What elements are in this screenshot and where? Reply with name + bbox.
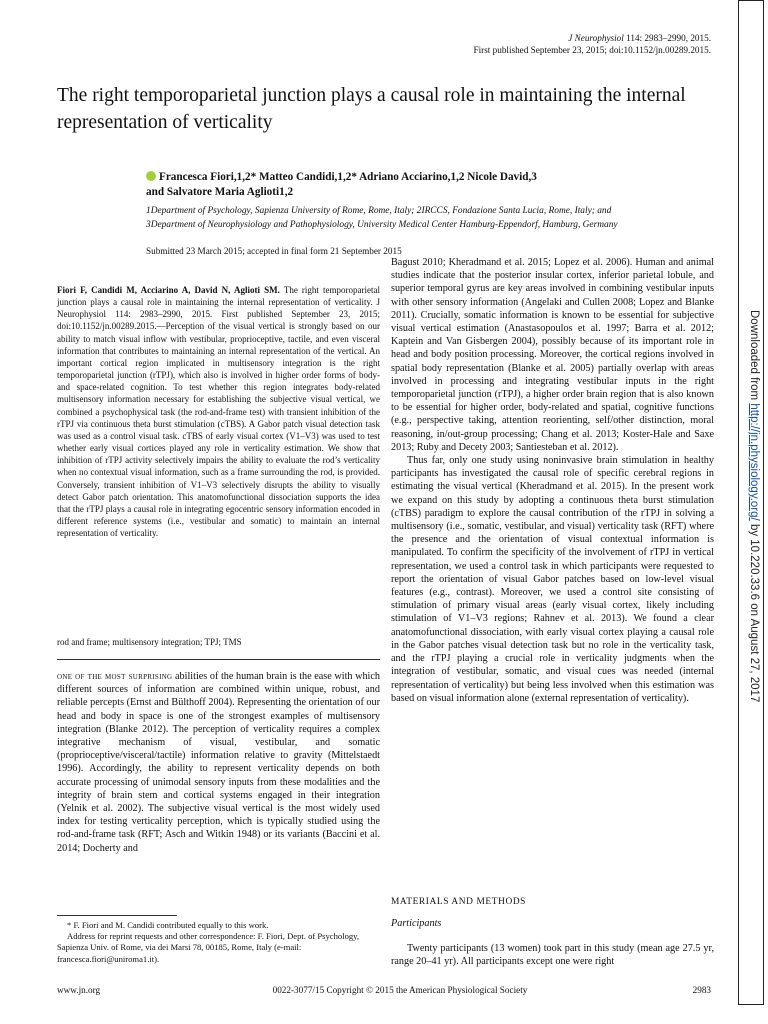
download-prefix: Downloaded from [748, 310, 760, 404]
introduction-text [57, 670, 380, 855]
abstract-text: The right temporoparietal junction plays a causal role in maintaining the internal representation of verticality. J Neurophysiol 114: 2983–2990, 2015. First published September 23, 2015; doi:10.1152/jn.00289.2015.—Perception of the visual vertical is strongly based on our ability to match visual inflow with vestibular, proprioceptive, tactile, and even visceral information that contributes to maintaining an internal representation of the vertical. An important cortical region implicated in multisensory integration is the right temporoparietal junction (rTPJ), which also is involved in higher order forms of body- and space-related cognition. To test whether this region integrates body-related multisensory information necessary for establishing the subjective visual vertical, we combined a psychophysical task (the rod-and-frame test) with transient inhibition of the rTPJ via continuous theta burst stimulation (cTBS). A Gabor patch visual detection task was used as a control visual task. cTBS of early visual cortex (V1–V3) was used to test whether early visual cortices played any role in verticality estimation. We show that inhibition of rTPJ activity selectively impairs the ability to evaluate the rod’s verticality when no contextual visual information, such as a frame surrounding the rod, is provided. Conversely, transient inhibition of V1–V3 selectively disrupts the ability to visually detect Gabor patch orientation. This anatomofunctional dissociation supports the idea that the rTPJ plays a causal role in integrating egocentric sensory information encoded in different reference systems (i.e., vestibular and somatic) to maintain an internal representation of verticality. [57, 285, 380, 539]
paragraph: Thus far, only one study using noninvasive brain stimulation in healthy participants has investigated the causal role of specific cerebral regions in estimating the visual vertical (Kheradmand et al. 2015). In the present work we expand on this study by adopting a continuous theta burst stimulation (cTBS) paradigm to explore the causal contribution of the rTPJ in solving a multisensory (i.e., somatic, vestibular, and visual) verticality task (RFT) where the presence and the orientation of visual contextual information is manipulated. To confirm the specificity of the involvement of rTPJ in vertical representation, we used a control task in which participants were requested to report the orientation of visual Gabor patches based on low-level visual features (e.g., contrast). Moreover, we used a control site consisting of stimulation of primary visual areas (early visual cortex, likely including stimulation of V1–V3 regions; Rahnev et al. 2013). We found a clear anatomofunctional dissociation, with early visual cortex playing a causal role in the Gabor patches visual detection task but no role in the verticality task, and the rTPJ playing a crucial role in verticality judgments when the integration of vestibular, somatic, and visual cues was needed (internal representation of verticality) but being less involved when this estimation was based on visual information alone (external representation of verticality). [391, 455, 714, 704]
abstract [57, 284, 380, 539]
right-column-text [391, 256, 714, 705]
intro-lead-in: one of the most surprising [57, 671, 173, 682]
footnotes [57, 920, 380, 965]
section-heading-methods: MATERIALS AND METHODS [391, 897, 526, 907]
paragraph: Twenty participants (13 women) took part in this study (mean age 27.5 yr, range 20–41 yr). All participants except one were right [391, 943, 714, 968]
section-divider [57, 659, 380, 660]
copyright-line: 0022-3077/15 Copyright © 2015 the American Physiological Society [272, 985, 528, 995]
download-suffix: by 10.220.33.6 on August 27, 2017 [748, 520, 760, 703]
affiliation-line-1: 1Department of Psychology, Sapienza University of Rome, Rome, Italy; 2IRCCS, Fondazione Santa Lucia, Rome, Italy; and [146, 206, 612, 216]
journal-link[interactable]: http://jn.physiology.org/ [748, 403, 760, 521]
affiliations [146, 205, 706, 232]
paragraph: Bagust 2010; Kheradmand et al. 2015; Lopez et al. 2006). Human and animal studies indicate that the posterior insular cortex, inferior parietal lobule, and superior temporal gyrus are key areas involved in combining vestibular inputs with other sensory information (Angelaki and Cullen 2008; Lopez and Blanke 2011). Crucially, somatic information is known to be essential for subjective visual vertical estimation (Anastasopoulos et al. 1997; Barra et al. 2012; Kaptein and Van Gisbergen 2004), possibly because of its important role in head and body position processing. Moreover, the cortical regions involved in spatial body representation (Blanke et al. 2005) partially overlap with areas involved in processing and integrating vestibular inputs in the right temporoparietal junction (rTPJ), a higher order brain region that is also known to be essential for higher order, body-related and spatial, cognitive functions (e.g., perspective taking, attention reorienting, self/other distinction, moral reasoning, in/out-group processing; Chang et al. 2013; Koster-Hale and Saxe 2013; Ruby and Decety 2003; Santiesteban et al. 2012). [391, 257, 714, 453]
authors-line-1: Francesca Fiori,1,2* Matteo Candidi,1,2* Adriano Acciarino,1,2 Nicole David,3 [159, 171, 537, 183]
participants-text [391, 942, 714, 968]
article-title: The right temporoparietal junction plays a causal role in maintaining the internal representation of verticality [57, 85, 686, 133]
journal-header [473, 32, 711, 56]
page-number: 2983 [692, 985, 711, 995]
download-notice [738, 310, 764, 790]
intro-body: abilities of the human brain is the ease with which different sources of information are combined within unique, robust, and reliable percepts (Ernst and Bülthoff 2004). Representing the orientation of our head and body in space is one of the strongest examples of multisensory integration (Blanke 2012). The perception of verticality requires a complex integrative mechanism of visual, vestibular, and somatic (proprioceptive/visceral/tactile) information relative to gravity (Mittelstaedt 1996). Accordingly, the ability to represent verticality depends on both accurate processing of unimodal sensory inputs from these modalities and the integrity of brain stem and cortical systems engaged in their integration (Yelnik et al. 2002). The subjective visual vertical is the most widely used index for testing verticality perception, which is typically studied using the rod-and-frame task (RFT; Asch and Witkin 1948) or its variants (Baccini et al. 2014; Docherty and [57, 671, 380, 854]
journal-website[interactable]: www.jn.org [57, 985, 101, 995]
keywords: rod and frame; multisensory integration; TPJ; TMS [57, 637, 242, 647]
orcid-icon[interactable] [146, 171, 156, 181]
subsection-heading-participants: Participants [391, 918, 442, 929]
journal-citation: 114: 2983–2990, 2015. [623, 33, 711, 43]
footnote-equal-contribution: * F. Fiori and M. Candidi contributed equally to this work. [67, 920, 269, 930]
footnote-divider [57, 915, 177, 916]
journal-name: J Neurophysiol [568, 33, 624, 43]
abstract-citation: Fiori F, Candidi M, Acciarino A, David N, Aglioti SM. [57, 285, 280, 295]
affiliation-line-2: 3Department of Neurophysiology and Pathophysiology, University Medical Center Hamburg-Eppendorf, Hamburg, Germany [146, 219, 618, 230]
footnote-correspondence: Address for reprint requests and other correspondence: F. Fiori, Dept. of Psychology, Sapienza Univ. of Rome, via dei Marsi 78, 00185, Rome, Italy (e-mail: francesca.fiori@uniroma1.it). [57, 931, 360, 964]
submission-dates: Submitted 23 March 2015; accepted in final form 21 September 2015 [146, 246, 402, 256]
author-list [146, 170, 706, 200]
publication-info: First published September 23, 2015; doi:10.1152/jn.00289.2015. [473, 45, 711, 55]
authors-line-2: and Salvatore Maria Aglioti1,2 [146, 186, 294, 198]
